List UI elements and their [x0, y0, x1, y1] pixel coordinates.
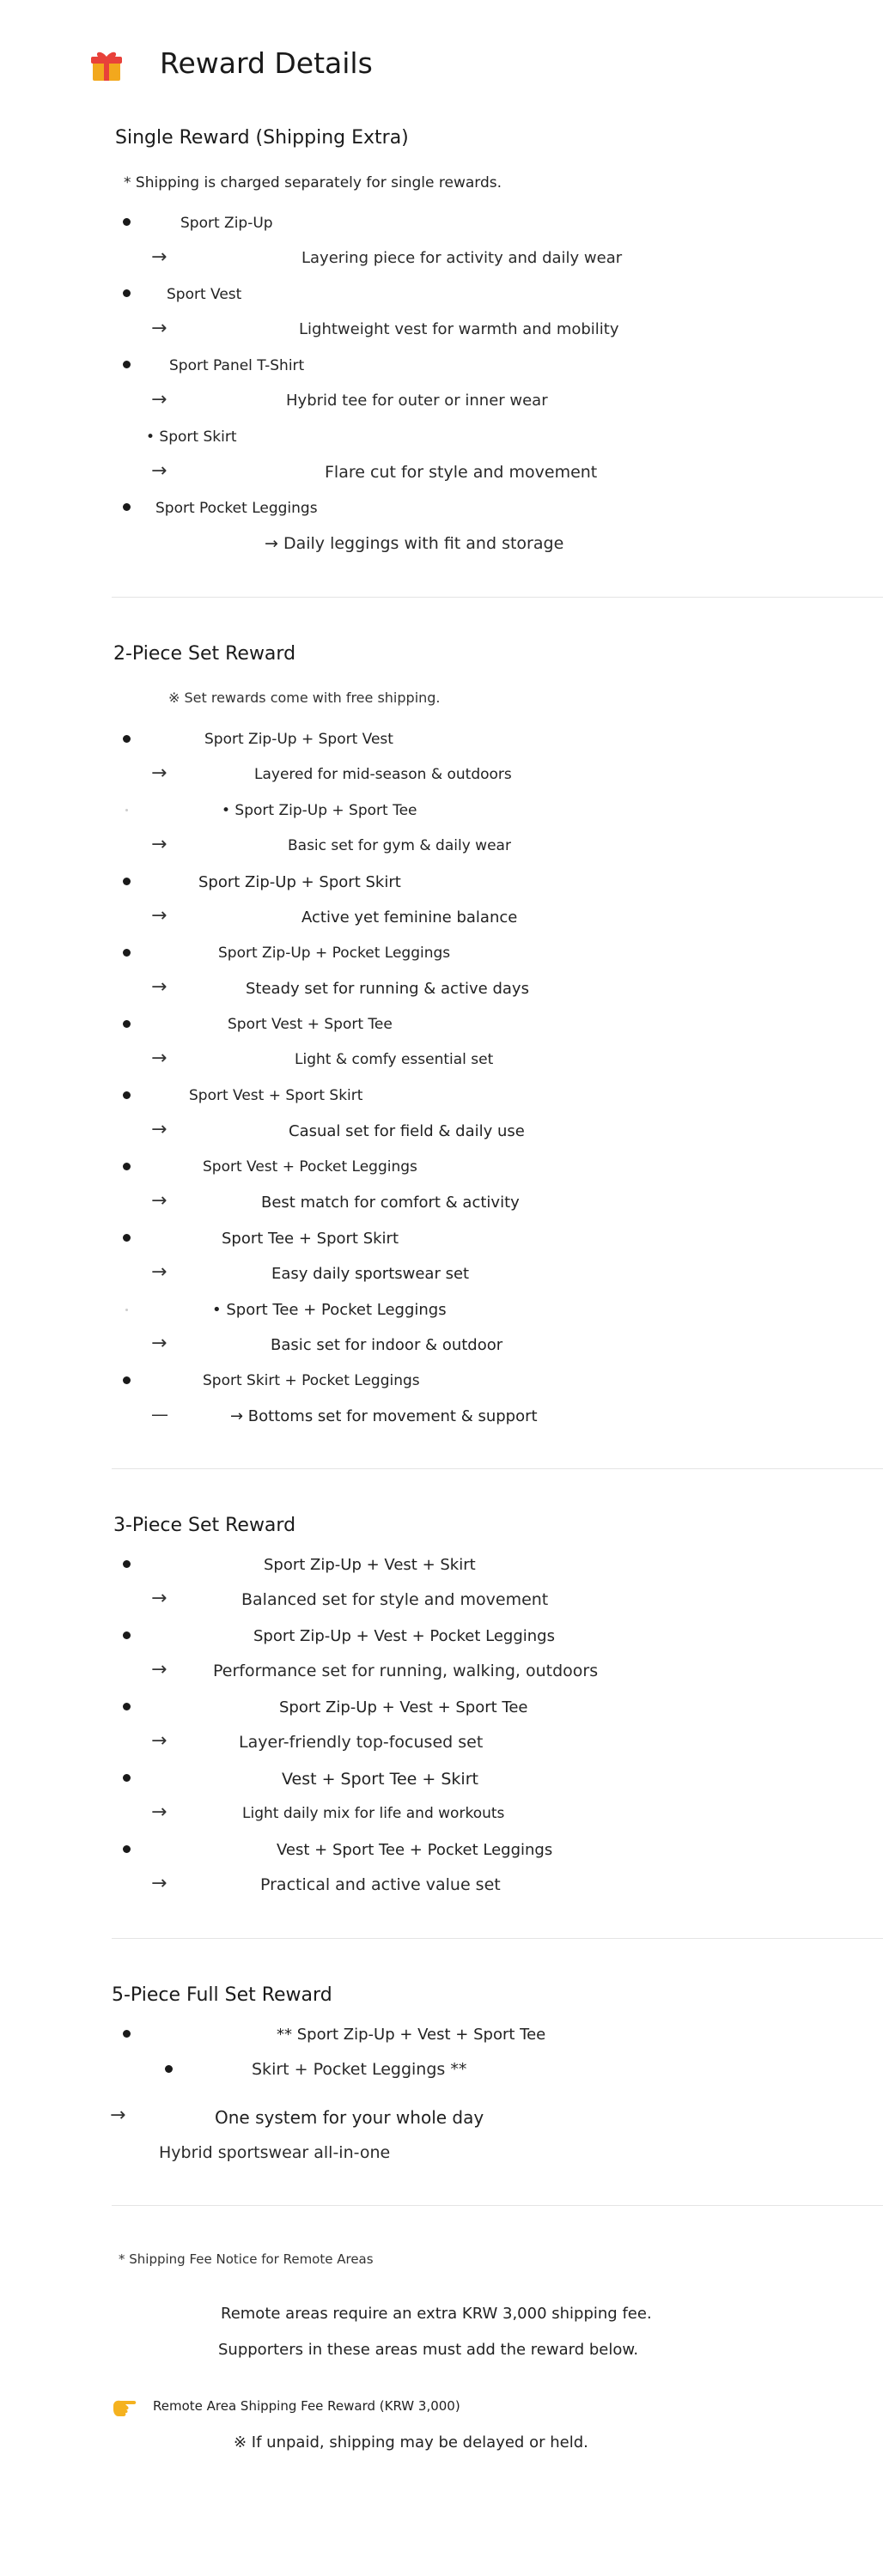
- bullet: [123, 503, 131, 511]
- bullet: [123, 1703, 131, 1710]
- three-item-name: Sport Zip-Up + Vest + Sport Tee: [279, 1698, 528, 1716]
- arrow-icon: →: [151, 1730, 167, 1752]
- bullet: [123, 361, 131, 368]
- arrow-icon: →: [151, 1048, 167, 1069]
- three-item-name: Sport Zip-Up + Vest + Skirt: [264, 1556, 476, 1574]
- section-divider: [112, 1938, 883, 1939]
- section-divider: [112, 597, 883, 598]
- single-item-name: Sport Zip-Up: [180, 215, 273, 232]
- three-item-desc: Layer-friendly top-focused set: [239, 1733, 484, 1752]
- two-item-desc: Steady set for running & active days: [246, 980, 529, 998]
- single-item-desc: Lightweight vest for warmth and mobility: [299, 320, 619, 338]
- bullet: [123, 2030, 131, 2038]
- remote-warning: ※ If unpaid, shipping may be delayed or held.: [234, 2433, 588, 2451]
- bullet: [123, 1376, 131, 1384]
- single-section-title: Single Reward (Shipping Extra): [115, 127, 409, 149]
- dash-icon: —: [151, 1404, 168, 1425]
- bullet: [123, 1091, 131, 1099]
- three-item-desc: Light daily mix for life and workouts: [242, 1805, 505, 1822]
- single-item-name: • Sport Skirt: [146, 428, 237, 446]
- bullet: [123, 878, 131, 885]
- bullet: [123, 1560, 131, 1568]
- two-item-desc: Best match for comfort & activity: [261, 1194, 520, 1212]
- page-title: Reward Details: [160, 46, 373, 80]
- two-item-desc: → Bottoms set for movement & support: [230, 1407, 538, 1425]
- two-item-name: Sport Vest + Sport Skirt: [189, 1087, 363, 1104]
- arrow-icon: →: [151, 1659, 167, 1680]
- bullet: [125, 1309, 128, 1311]
- arrow-icon: →: [110, 2105, 126, 2126]
- two-item-name: Sport Skirt + Pocket Leggings: [203, 1372, 420, 1389]
- two-item-desc: Basic set for indoor & outdoor: [271, 1336, 503, 1354]
- arrow-icon: →: [151, 460, 167, 482]
- bullet: [123, 1774, 131, 1782]
- arrow-icon: →: [151, 976, 167, 998]
- single-item-name: Sport Pocket Leggings: [155, 500, 318, 517]
- bullet: [123, 289, 131, 297]
- bullet: [123, 1163, 131, 1170]
- two-item-name: Sport Zip-Up + Sport Skirt: [198, 873, 401, 891]
- three-item-desc: Practical and active value set: [260, 1875, 501, 1894]
- two-item-desc: Active yet feminine balance: [301, 908, 518, 927]
- arrow-icon: →: [151, 1801, 167, 1823]
- two-item-desc: Casual set for field & daily use: [289, 1122, 525, 1140]
- arrow-icon: →: [151, 389, 167, 410]
- gift-icon: [89, 48, 124, 82]
- two-item-name: Sport Vest + Sport Tee: [228, 1016, 393, 1033]
- arrow-icon: →: [151, 1190, 167, 1212]
- bullet: [123, 1234, 131, 1242]
- single-item-name: Sport Vest: [167, 286, 242, 303]
- bullet: [123, 1631, 131, 1639]
- two-item-desc: Basic set for gym & daily wear: [288, 837, 511, 854]
- section-divider: [112, 1468, 883, 1469]
- section-divider: [112, 2205, 883, 2206]
- two-item-name: • Sport Tee + Pocket Leggings: [212, 1301, 447, 1319]
- remote-fee-reward: Remote Area Shipping Fee Reward (KRW 3,000): [153, 2398, 460, 2414]
- single-item-desc: → Daily leggings with fit and storage: [265, 534, 564, 553]
- arrow-icon: →: [151, 834, 167, 855]
- bullet: [123, 735, 131, 743]
- pointing-hand-icon: [112, 2396, 137, 2418]
- arrow-icon: →: [151, 246, 167, 268]
- arrow-icon: →: [151, 905, 167, 927]
- remote-notice-title: * Shipping Fee Notice for Remote Areas: [119, 2251, 374, 2267]
- single-item-desc: Hybrid tee for outer or inner wear: [286, 392, 548, 410]
- three-item-desc: Balanced set for style and movement: [241, 1590, 549, 1609]
- single-item-desc: Flare cut for style and movement: [325, 463, 598, 482]
- single-item-name: Sport Panel T-Shirt: [169, 357, 305, 374]
- three-section-title: 3-Piece Set Reward: [113, 1515, 296, 1536]
- two-section-title: 2-Piece Set Reward: [113, 643, 296, 665]
- two-item-name: Sport Vest + Pocket Leggings: [203, 1158, 417, 1176]
- five-section-title: 5-Piece Full Set Reward: [112, 1984, 332, 2006]
- bullet: [123, 1020, 131, 1028]
- arrow-icon: →: [151, 1588, 167, 1609]
- two-item-name: Sport Zip-Up + Sport Vest: [204, 731, 393, 748]
- two-item-desc: Layered for mid-season & outdoors: [254, 766, 512, 783]
- remote-line-2: Supporters in these areas must add the reward below.: [218, 2341, 639, 2359]
- bullet: [123, 1845, 131, 1853]
- single-shipping-note: * Shipping is charged separately for single rewards.: [124, 174, 502, 191]
- two-shipping-note: ※ Set rewards come with free shipping.: [168, 690, 441, 706]
- three-item-name: Vest + Sport Tee + Skirt: [282, 1770, 478, 1789]
- three-item-name: Sport Zip-Up + Vest + Pocket Leggings: [253, 1627, 555, 1645]
- bullet: [123, 218, 131, 226]
- five-line-3: One system for your whole day: [215, 2107, 484, 2128]
- two-item-name: • Sport Zip-Up + Sport Tee: [222, 802, 417, 819]
- single-item-desc: Layering piece for activity and daily wear: [301, 249, 623, 267]
- arrow-icon: →: [151, 762, 167, 784]
- five-line-4: Hybrid sportswear all-in-one: [159, 2143, 391, 2162]
- arrow-icon: →: [151, 1333, 167, 1354]
- bullet: [165, 2065, 173, 2073]
- three-item-desc: Performance set for running, walking, outdoors: [213, 1662, 599, 1680]
- bullet: [125, 809, 128, 811]
- two-item-name: Sport Tee + Sport Skirt: [222, 1230, 399, 1248]
- five-line-2: Skirt + Pocket Leggings **: [252, 2060, 467, 2079]
- arrow-icon: →: [151, 1261, 167, 1283]
- remote-line-1: Remote areas require an extra KRW 3,000 shipping fee.: [221, 2305, 652, 2323]
- three-item-name: Vest + Sport Tee + Pocket Leggings: [277, 1841, 553, 1859]
- five-line-1: ** Sport Zip-Up + Vest + Sport Tee: [277, 2026, 546, 2044]
- two-item-desc: Easy daily sportswear set: [271, 1265, 470, 1283]
- two-item-desc: Light & comfy essential set: [295, 1051, 494, 1068]
- bullet: [123, 949, 131, 957]
- two-item-name: Sport Zip-Up + Pocket Leggings: [218, 945, 451, 962]
- arrow-icon: →: [151, 318, 167, 339]
- arrow-icon: →: [151, 1119, 167, 1140]
- arrow-icon: →: [151, 1873, 167, 1894]
